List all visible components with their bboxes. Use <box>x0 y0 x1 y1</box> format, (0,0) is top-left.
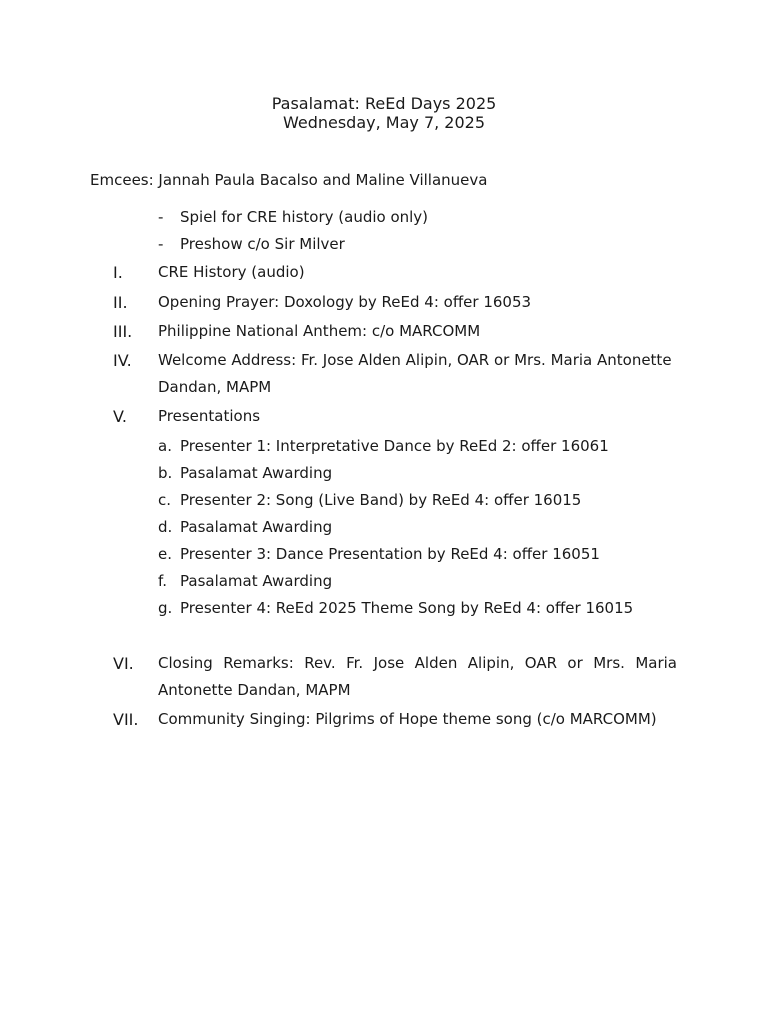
presentation-item-text: Presenter 4: ReEd 2025 Theme Song by ReEd 4: offer 16015 <box>180 599 634 617</box>
program-item-text: Welcome Address: Fr. Jose Alden Alipin, OAR or Mrs. Maria Antonette Dandan, MAPM <box>158 351 672 396</box>
program-item-text: Closing Remarks: Rev. Fr. Jose Alden Alipin, OAR or Mrs. Maria Antonette Dandan, MAPM <box>158 654 677 699</box>
preshow-item <box>158 208 428 227</box>
roman-numeral: II. <box>113 293 128 312</box>
roman-numeral: V. <box>113 407 127 426</box>
preshow-item-text: Spiel for CRE history (audio only) <box>180 208 429 226</box>
program-item-text: CRE History (audio) <box>158 263 305 281</box>
letter-marker: e. <box>158 545 172 563</box>
roman-numeral: I. <box>113 263 123 282</box>
presentation-item <box>158 437 609 456</box>
presentation-item <box>158 572 332 591</box>
program-item-text: Opening Prayer: Doxology by ReEd 4: offer 16053 <box>158 293 532 311</box>
presentation-item-text: Pasalamat Awarding <box>180 572 333 590</box>
presentation-item-text: Presenter 2: Song (Live Band) by ReEd 4: offer 16015 <box>180 491 582 509</box>
emcees-line: Emcees: Jannah Paula Bacalso and Maline Villanueva <box>90 171 488 189</box>
presentation-item <box>158 491 581 510</box>
title-block <box>0 94 768 132</box>
dash-marker: - <box>158 208 164 226</box>
presentation-item-text: Presenter 3: Dance Presentation by ReEd 4: offer 16051 <box>180 545 600 563</box>
presentation-item <box>158 464 332 483</box>
presentation-item-text: Pasalamat Awarding <box>180 464 333 482</box>
letter-marker: d. <box>158 518 173 536</box>
letter-marker: c. <box>158 491 172 509</box>
presentation-item <box>158 545 600 564</box>
letter-marker: f. <box>158 572 167 590</box>
program-item-text: Community Singing: Pilgrims of Hope theme song (c/o MARCOMM) <box>158 710 657 728</box>
letter-marker: g. <box>158 599 173 617</box>
roman-numeral: VII. <box>113 710 139 729</box>
letter-marker: a. <box>158 437 172 455</box>
roman-numeral: III. <box>113 322 133 341</box>
program-item-text: Philippine National Anthem: c/o MARCOMM <box>158 322 481 340</box>
roman-numeral: IV. <box>113 351 132 370</box>
presentation-item-text: Presenter 1: Interpretative Dance by ReEd 2: offer 16061 <box>180 437 609 455</box>
letter-marker: b. <box>158 464 173 482</box>
program-item-text: Presentations <box>158 407 261 425</box>
presentation-item <box>158 599 633 618</box>
dash-marker: - <box>158 235 164 253</box>
preshow-item-text: Preshow c/o Sir Milver <box>180 235 345 253</box>
document-title: Pasalamat: ReEd Days 2025 <box>271 94 497 113</box>
preshow-item <box>158 235 345 254</box>
presentation-item <box>158 518 332 537</box>
roman-numeral: VI. <box>113 654 134 673</box>
event-date: Wednesday, May 7, 2025 <box>282 113 486 132</box>
presentation-item-text: Pasalamat Awarding <box>180 518 333 536</box>
